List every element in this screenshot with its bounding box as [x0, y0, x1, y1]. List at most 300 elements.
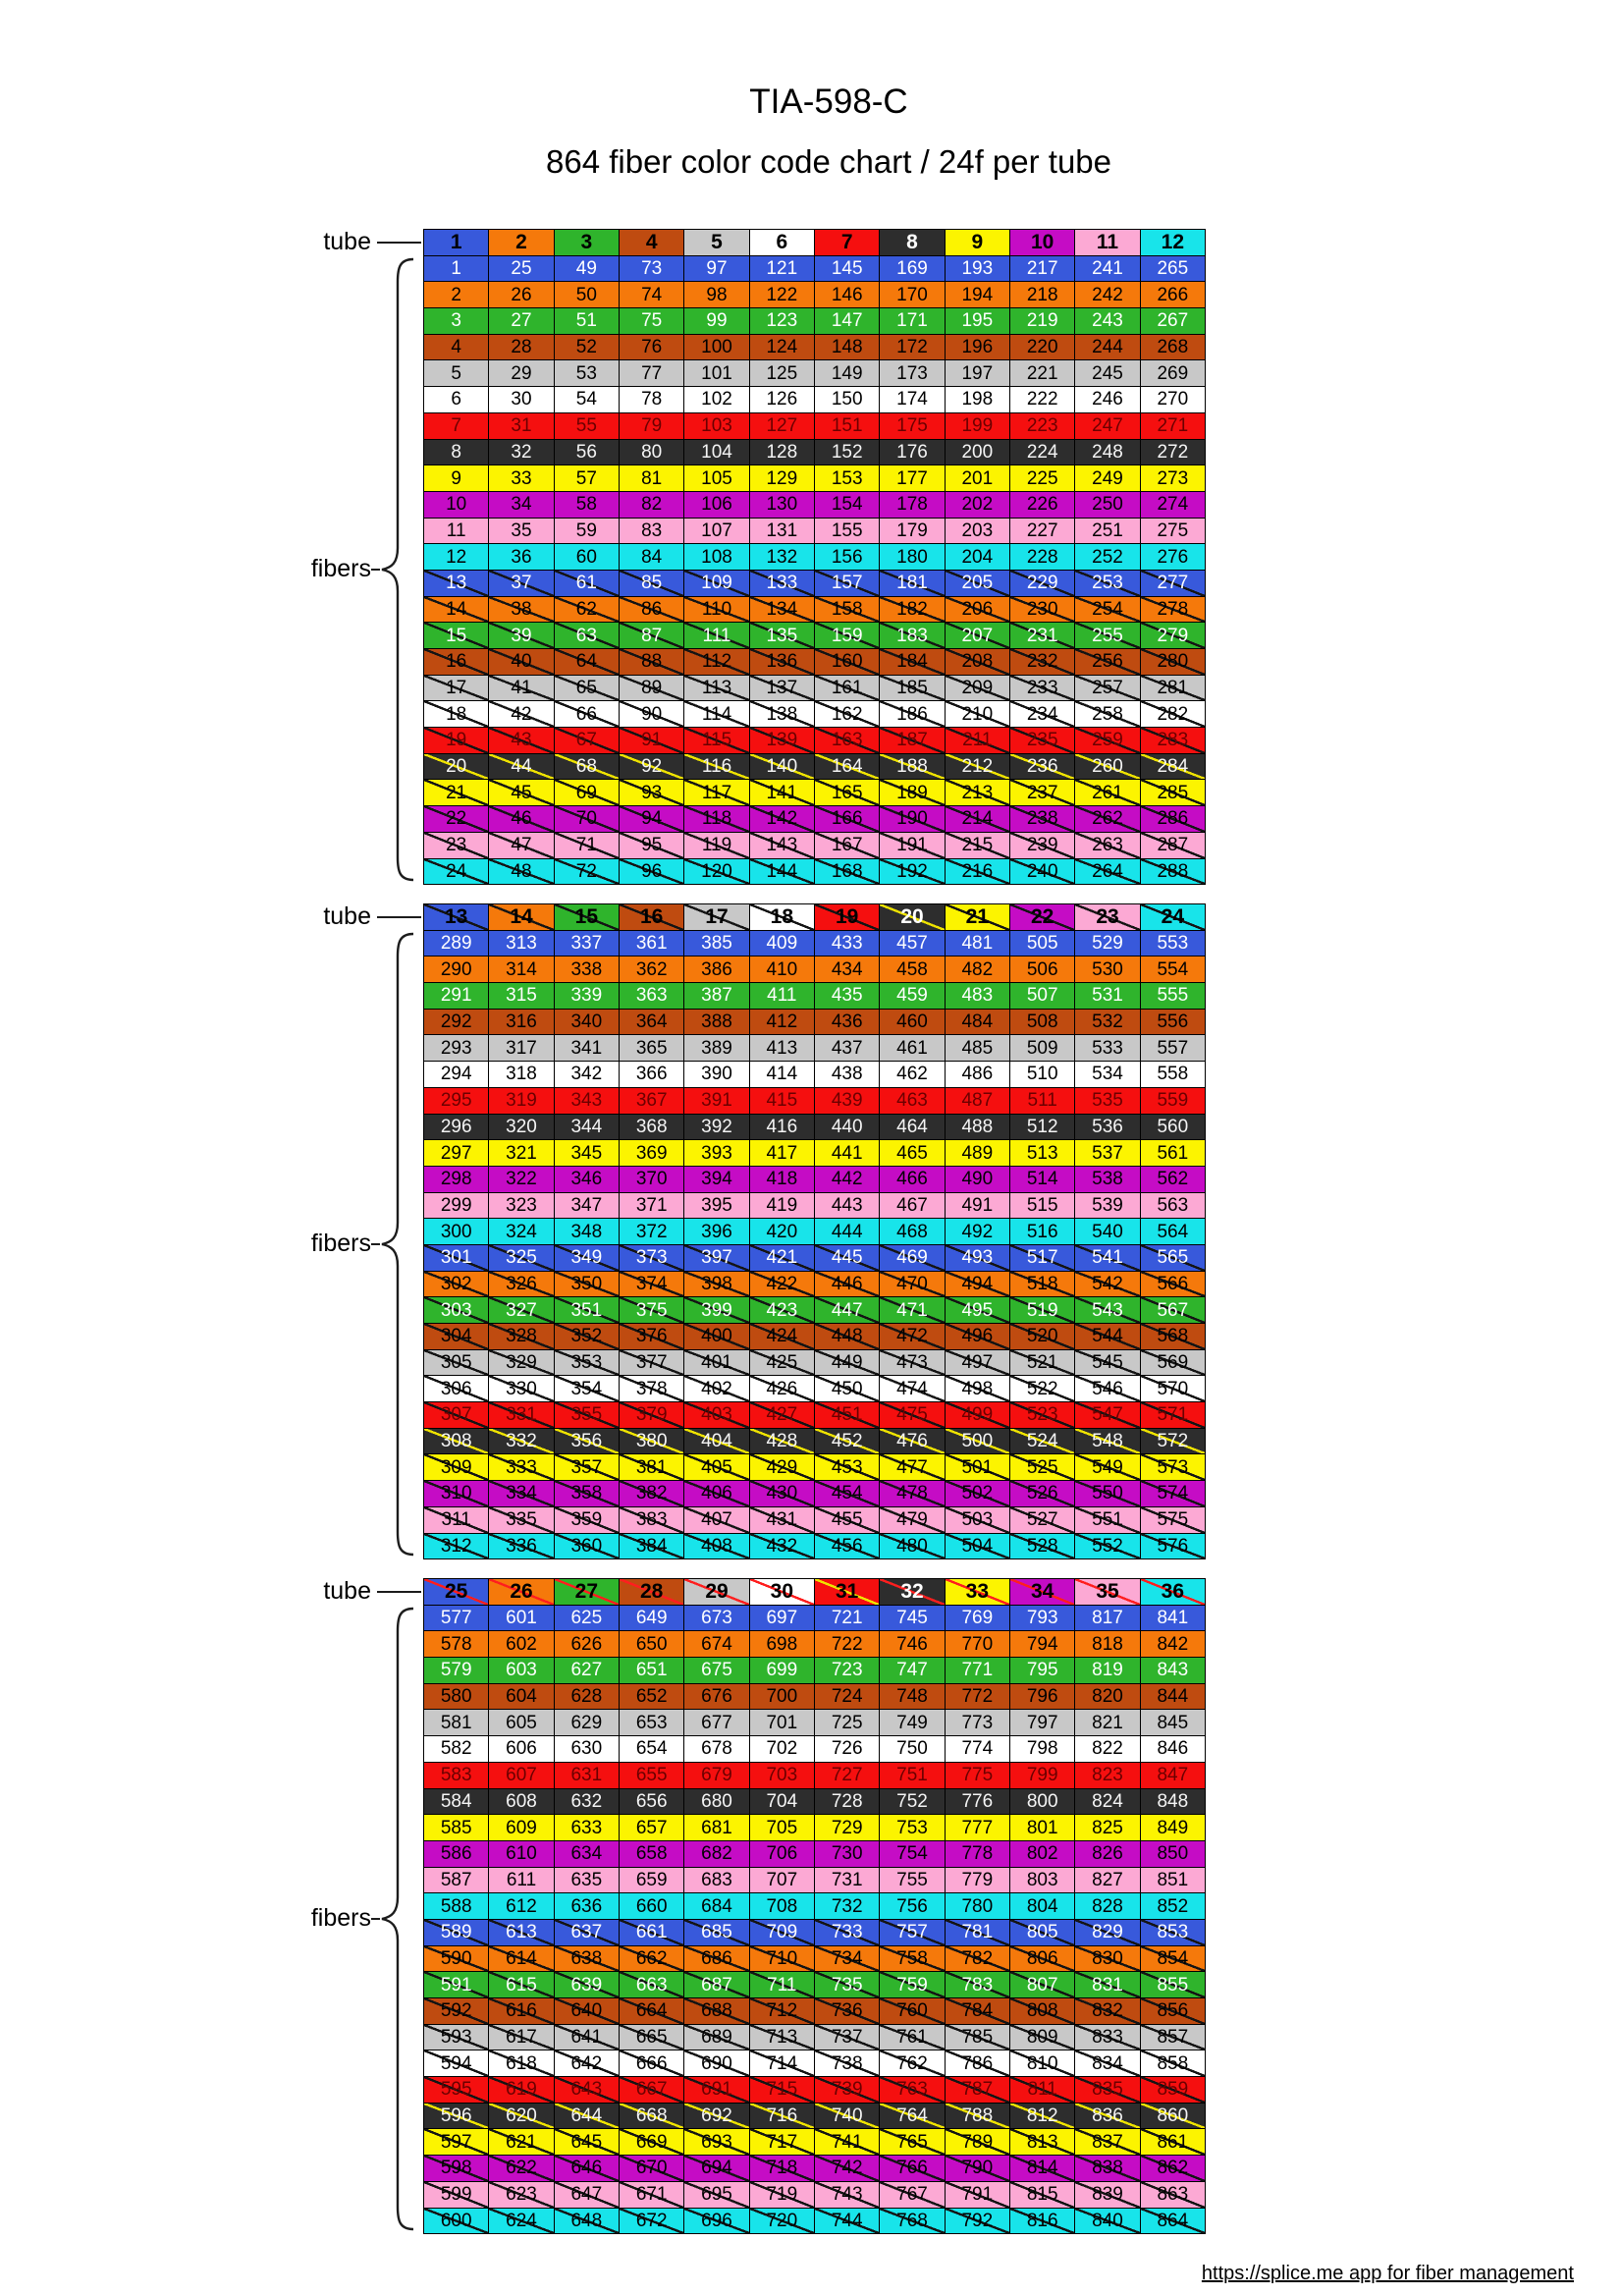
fiber-cell: 840: [1075, 2209, 1140, 2235]
fiber-cell: 543: [1075, 1297, 1140, 1324]
fiber-cell: 161: [815, 676, 880, 702]
fiber-cell: 563: [1141, 1193, 1206, 1220]
fiber-cell: 545: [1075, 1350, 1140, 1377]
fiber-cell: 19: [424, 728, 489, 754]
fiber-color-table-1: [423, 229, 1206, 885]
fiber-cell: 11: [424, 519, 489, 545]
fiber-cell: 168: [815, 859, 880, 886]
tube-header-cell: 31: [815, 1579, 880, 1606]
fiber-cell: 824: [1075, 1789, 1140, 1816]
fiber-cell: 31: [489, 413, 554, 440]
fiber-cell: 162: [815, 701, 880, 728]
fiber-cell: 397: [684, 1245, 749, 1272]
fiber-cell: 463: [880, 1088, 945, 1115]
fiber-cell: 502: [946, 1481, 1010, 1507]
fiber-cell: 470: [880, 1272, 945, 1298]
fiber-cell: 10: [424, 492, 489, 519]
fiber-cell: 348: [555, 1219, 620, 1245]
fiber-cell: 128: [750, 440, 815, 466]
fiber-cell: 390: [684, 1062, 749, 1088]
fiber-cell: 682: [684, 1841, 749, 1868]
fiber-cell: 233: [1010, 676, 1075, 702]
page-subtitle: 864 fiber color code chart / 24f per tube: [545, 143, 1112, 180]
fiber-cell: 860: [1141, 2104, 1206, 2130]
fiber-cell: 567: [1141, 1297, 1206, 1324]
fiber-cell: 175: [880, 413, 945, 440]
fiber-cell: 33: [489, 465, 554, 492]
fiber-cell: 183: [880, 623, 945, 649]
fiber-cell: 159: [815, 623, 880, 649]
fiber-cell: 34: [489, 492, 554, 519]
fiber-cell: 334: [489, 1481, 554, 1507]
fiber-cell: 314: [489, 957, 554, 983]
fiber-cell: 186: [880, 701, 945, 728]
tube-label: tube: [323, 1577, 371, 1605]
fiber-cell: 420: [750, 1219, 815, 1245]
fiber-cell: 690: [684, 2050, 749, 2077]
fiber-cell: 496: [946, 1324, 1010, 1350]
fiber-cell: 208: [946, 649, 1010, 676]
fiber-cell: 181: [880, 571, 945, 597]
fiber-cell: 467: [880, 1193, 945, 1220]
fiber-cell: 453: [815, 1454, 880, 1481]
fiber-cell: 6: [424, 387, 489, 413]
tube-group-2-section: [0, 903, 1622, 1559]
fiber-cell: 792: [946, 2209, 1010, 2235]
fiber-cell: 425: [750, 1350, 815, 1377]
fiber-cell: 639: [555, 1972, 620, 1998]
fiber-cell: 318: [489, 1062, 554, 1088]
fiber-cell: 630: [555, 1736, 620, 1763]
fiber-cell: 440: [815, 1115, 880, 1141]
fiber-cell: 552: [1075, 1534, 1140, 1560]
fiber-cell: 564: [1141, 1219, 1206, 1245]
fiber-cell: 597: [424, 2129, 489, 2156]
fiber-cell: 310: [424, 1481, 489, 1507]
fiber-cell: 632: [555, 1789, 620, 1816]
fiber-cell: 708: [750, 1893, 815, 1920]
fiber-cell: 473: [880, 1350, 945, 1377]
fiber-cell: 401: [684, 1350, 749, 1377]
fiber-cell: 684: [684, 1893, 749, 1920]
fiber-cell: 594: [424, 2050, 489, 2077]
fiber-cell: 544: [1075, 1324, 1140, 1350]
fiber-cell: 368: [620, 1115, 684, 1141]
fiber-cell: 487: [946, 1088, 1010, 1115]
fiber-cell: 511: [1010, 1088, 1075, 1115]
fiber-cell: 582: [424, 1736, 489, 1763]
fiber-cell: 71: [555, 833, 620, 859]
fiber-cell: 198: [946, 387, 1010, 413]
fiber-cell: 479: [880, 1507, 945, 1534]
fiber-cell: 671: [620, 2182, 684, 2209]
tube-label: tube: [323, 902, 371, 930]
fiber-cell: 255: [1075, 623, 1140, 649]
fiber-cell: 398: [684, 1272, 749, 1298]
fiber-cell: 123: [750, 308, 815, 335]
fiber-cell: 460: [880, 1010, 945, 1036]
fiber-cell: 853: [1141, 1920, 1206, 1946]
fiber-cell: 731: [815, 1868, 880, 1894]
fiber-cell: 25: [489, 256, 554, 283]
fiber-cell: 167: [815, 833, 880, 859]
fiber-cell: 775: [946, 1763, 1010, 1789]
fiber-cell: 217: [1010, 256, 1075, 283]
fiber-cell: 108: [684, 544, 749, 571]
fiber-cell: 566: [1141, 1272, 1206, 1298]
fiber-cell: 784: [946, 1998, 1010, 2025]
fiber-cell: 762: [880, 2050, 945, 2077]
tube-header-cell: 13: [424, 904, 489, 931]
fiber-cell: 781: [946, 1920, 1010, 1946]
fiber-cell: 654: [620, 1736, 684, 1763]
fiber-cell: 596: [424, 2104, 489, 2130]
fiber-cell: 165: [815, 780, 880, 806]
fiber-cell: 144: [750, 859, 815, 886]
fiber-cell: 722: [815, 1631, 880, 1658]
fiber-cell: 575: [1141, 1507, 1206, 1534]
fiber-cell: 353: [555, 1350, 620, 1377]
tube-header-cell: 7: [815, 230, 880, 256]
fiber-cell: 317: [489, 1035, 554, 1062]
fiber-cell: 787: [946, 2077, 1010, 2104]
fiber-cell: 679: [684, 1763, 749, 1789]
fiber-cell: 3: [424, 308, 489, 335]
fiber-cell: 261: [1075, 780, 1140, 806]
fiber-cell: 339: [555, 983, 620, 1010]
fiber-cell: 359: [555, 1507, 620, 1534]
fiber-cell: 154: [815, 492, 880, 519]
fiber-cell: 369: [620, 1140, 684, 1167]
fiber-cell: 804: [1010, 1893, 1075, 1920]
fiber-cell: 794: [1010, 1631, 1075, 1658]
fiber-cell: 157: [815, 571, 880, 597]
fiber-cell: 185: [880, 676, 945, 702]
fiber-cell: 622: [489, 2156, 554, 2182]
fiber-cell: 745: [880, 1606, 945, 1632]
fiber-cell: 89: [620, 676, 684, 702]
fiber-cell: 229: [1010, 571, 1075, 597]
fiber-cell: 755: [880, 1868, 945, 1894]
fiber-cell: 68: [555, 754, 620, 781]
fiber-cell: 779: [946, 1868, 1010, 1894]
fiber-cell: 147: [815, 308, 880, 335]
fiber-cell: 603: [489, 1658, 554, 1684]
fiber-cell: 657: [620, 1815, 684, 1841]
fiber-cell: 158: [815, 597, 880, 624]
fiber-cell: 593: [424, 2025, 489, 2051]
fiber-cell: 111: [684, 623, 749, 649]
fiber-cell: 466: [880, 1167, 945, 1193]
fiber-cell: 337: [555, 931, 620, 957]
fiber-cell: 798: [1010, 1736, 1075, 1763]
tube-header-cell: 9: [946, 230, 1010, 256]
fiber-cell: 675: [684, 1658, 749, 1684]
fiber-cell: 179: [880, 519, 945, 545]
fiber-cell: 512: [1010, 1115, 1075, 1141]
fiber-cell: 1: [424, 256, 489, 283]
fiber-cell: 421: [750, 1245, 815, 1272]
fiber-cell: 808: [1010, 1998, 1075, 2025]
fiber-cell: 750: [880, 1736, 945, 1763]
fiber-cell: 786: [946, 2050, 1010, 2077]
fiber-cell: 655: [620, 1763, 684, 1789]
fiber-cell: 624: [489, 2209, 554, 2235]
fiber-cell: 432: [750, 1534, 815, 1560]
fiber-cell: 728: [815, 1789, 880, 1816]
tube-header-cell: 35: [1075, 1579, 1140, 1606]
fiber-cell: 801: [1010, 1815, 1075, 1841]
fiber-cell: 740: [815, 2104, 880, 2130]
fiber-cell: 711: [750, 1972, 815, 1998]
fiber-cell: 489: [946, 1140, 1010, 1167]
fiber-cell: 215: [946, 833, 1010, 859]
fiber-cell: 15: [424, 623, 489, 649]
fiber-cell: 706: [750, 1841, 815, 1868]
fiber-cell: 637: [555, 1920, 620, 1946]
fiber-cell: 283: [1141, 728, 1206, 754]
fiber-cell: 839: [1075, 2182, 1140, 2209]
fiber-cell: 616: [489, 1998, 554, 2025]
tube-header-cell: 28: [620, 1579, 684, 1606]
tube-header-cell: 23: [1075, 904, 1140, 931]
fiber-cell: 48: [489, 859, 554, 886]
fiber-cell: 305: [424, 1350, 489, 1377]
fiber-cell: 212: [946, 754, 1010, 781]
fiber-cell: 772: [946, 1684, 1010, 1711]
fiber-cell: 264: [1075, 859, 1140, 886]
fiber-cell: 85: [620, 571, 684, 597]
fiber-cell: 2: [424, 282, 489, 308]
fiber-cell: 661: [620, 1920, 684, 1946]
fiber-cell: 742: [815, 2156, 880, 2182]
fiber-cell: 263: [1075, 833, 1140, 859]
fiber-cell: 617: [489, 2025, 554, 2051]
fiber-cell: 8: [424, 440, 489, 466]
fiber-cell: 501: [946, 1454, 1010, 1481]
fiber-cell: 222: [1010, 387, 1075, 413]
fiber-cell: 588: [424, 1893, 489, 1920]
fiber-cell: 513: [1010, 1140, 1075, 1167]
fiber-cell: 635: [555, 1868, 620, 1894]
fiber-cell: 767: [880, 2182, 945, 2209]
fiber-cell: 394: [684, 1167, 749, 1193]
fiber-cell: 155: [815, 519, 880, 545]
fiber-cell: 478: [880, 1481, 945, 1507]
fiber-cell: 280: [1141, 649, 1206, 676]
fiber-cell: 529: [1075, 931, 1140, 957]
tube-header-cell: 21: [946, 904, 1010, 931]
fiber-cell: 240: [1010, 859, 1075, 886]
fiber-cell: 599: [424, 2182, 489, 2209]
fiber-cell: 523: [1010, 1402, 1075, 1429]
fiber-cell: 851: [1141, 1868, 1206, 1894]
fiber-cell: 641: [555, 2025, 620, 2051]
fiber-cell: 443: [815, 1193, 880, 1220]
fiber-cell: 381: [620, 1454, 684, 1481]
fiber-cell: 492: [946, 1219, 1010, 1245]
fiber-cell: 547: [1075, 1402, 1140, 1429]
fiber-cell: 746: [880, 1631, 945, 1658]
fiber-cell: 642: [555, 2050, 620, 2077]
fiber-cell: 294: [424, 1062, 489, 1088]
fiber-cell: 122: [750, 282, 815, 308]
fiber-cell: 439: [815, 1088, 880, 1115]
fiber-cell: 349: [555, 1245, 620, 1272]
fiber-cell: 619: [489, 2077, 554, 2104]
fiber-cell: 556: [1141, 1010, 1206, 1036]
fiber-cell: 400: [684, 1324, 749, 1350]
fiber-cell: 705: [750, 1815, 815, 1841]
fiber-cell: 61: [555, 571, 620, 597]
fiber-cell: 129: [750, 465, 815, 492]
fiber-cell: 557: [1141, 1035, 1206, 1062]
fiber-cell: 716: [750, 2104, 815, 2130]
fiber-cell: 518: [1010, 1272, 1075, 1298]
fiber-cell: 806: [1010, 1946, 1075, 1973]
fiber-cell: 495: [946, 1297, 1010, 1324]
fiber-cell: 725: [815, 1710, 880, 1736]
fiber-cell: 665: [620, 2025, 684, 2051]
fiber-cell: 38: [489, 597, 554, 624]
fiber-cell: 503: [946, 1507, 1010, 1534]
fiber-cell: 13: [424, 571, 489, 597]
fiber-cell: 113: [684, 676, 749, 702]
fiber-cell: 52: [555, 335, 620, 361]
fiber-cell: 848: [1141, 1789, 1206, 1816]
fiber-cell: 687: [684, 1972, 749, 1998]
splice-app-link[interactable]: https://splice.me app for fiber management: [1201, 2263, 1574, 2284]
tube-header-cell: 27: [555, 1579, 620, 1606]
fiber-cell: 441: [815, 1140, 880, 1167]
fiber-cell: 615: [489, 1972, 554, 1998]
fiber-cell: 532: [1075, 1010, 1140, 1036]
page-title: TIA-598-C: [749, 82, 908, 121]
fiber-cell: 738: [815, 2050, 880, 2077]
fiber-cell: 841: [1141, 1606, 1206, 1632]
tube-header-cell: 24: [1141, 904, 1206, 931]
fiber-cell: 598: [424, 2156, 489, 2182]
fiber-cell: 676: [684, 1684, 749, 1711]
fiber-cell: 636: [555, 1893, 620, 1920]
fiber-cell: 652: [620, 1684, 684, 1711]
tube-callout-line: [377, 916, 421, 918]
fiber-cell: 282: [1141, 701, 1206, 728]
fiber-cell: 736: [815, 1998, 880, 2025]
fiber-cell: 112: [684, 649, 749, 676]
fiber-cell: 216: [946, 859, 1010, 886]
fiber-cell: 648: [555, 2209, 620, 2235]
fiber-cell: 409: [750, 931, 815, 957]
fiber-cell: 831: [1075, 1972, 1140, 1998]
fiber-cell: 380: [620, 1429, 684, 1455]
fiber-cell: 672: [620, 2209, 684, 2235]
fiber-cell: 262: [1075, 806, 1140, 833]
fiber-cell: 797: [1010, 1710, 1075, 1736]
fiber-cell: 404: [684, 1429, 749, 1455]
fiber-cell: 768: [880, 2209, 945, 2235]
fiber-cell: 367: [620, 1088, 684, 1115]
fiber-cell: 373: [620, 1245, 684, 1272]
fiber-cell: 45: [489, 780, 554, 806]
fiber-cell: 436: [815, 1010, 880, 1036]
fiber-cell: 508: [1010, 1010, 1075, 1036]
fiber-cell: 551: [1075, 1507, 1140, 1534]
fiber-cell: 444: [815, 1219, 880, 1245]
fiber-cell: 391: [684, 1088, 749, 1115]
fiber-cell: 143: [750, 833, 815, 859]
fiber-cell: 540: [1075, 1219, 1140, 1245]
fiber-cell: 41: [489, 676, 554, 702]
fiber-cell: 700: [750, 1684, 815, 1711]
fiber-cell: 300: [424, 1219, 489, 1245]
fiber-cell: 527: [1010, 1507, 1075, 1534]
fiber-cell: 342: [555, 1062, 620, 1088]
fiber-cell: 664: [620, 1998, 684, 2025]
fiber-cell: 429: [750, 1454, 815, 1481]
fiber-cell: 490: [946, 1167, 1010, 1193]
fiber-cell: 140: [750, 754, 815, 781]
fiber-cell: 843: [1141, 1658, 1206, 1684]
fiber-cell: 620: [489, 2104, 554, 2130]
fiber-cell: 442: [815, 1167, 880, 1193]
fiber-cell: 173: [880, 360, 945, 387]
fiber-cell: 134: [750, 597, 815, 624]
fiber-cell: 88: [620, 649, 684, 676]
fiber-cell: 465: [880, 1140, 945, 1167]
fiber-cell: 370: [620, 1167, 684, 1193]
fiber-cell: 776: [946, 1789, 1010, 1816]
fiber-cell: 823: [1075, 1763, 1140, 1789]
fiber-cell: 114: [684, 701, 749, 728]
fiber-cell: 448: [815, 1324, 880, 1350]
fiber-cell: 200: [946, 440, 1010, 466]
fiber-cell: 773: [946, 1710, 1010, 1736]
fiber-cell: 633: [555, 1815, 620, 1841]
fiber-cell: 494: [946, 1272, 1010, 1298]
fiber-cell: 150: [815, 387, 880, 413]
fiber-cell: 538: [1075, 1167, 1140, 1193]
fiber-cell: 344: [555, 1115, 620, 1141]
fiber-cell: 855: [1141, 1972, 1206, 1998]
fiber-cell: 587: [424, 1868, 489, 1894]
fiber-cell: 9: [424, 465, 489, 492]
fiber-cell: 666: [620, 2050, 684, 2077]
fiber-cell: 189: [880, 780, 945, 806]
tube-callout-line: [377, 1591, 421, 1593]
fiber-cell: 346: [555, 1167, 620, 1193]
fiber-cell: 660: [620, 1893, 684, 1920]
fiber-cell: 366: [620, 1062, 684, 1088]
fiber-cell: 759: [880, 1972, 945, 1998]
fibers-label: fibers: [310, 1904, 371, 1932]
fiber-cell: 340: [555, 1010, 620, 1036]
tube-header-cell: 2: [489, 230, 554, 256]
fiber-cell: 426: [750, 1376, 815, 1402]
fiber-cell: 304: [424, 1324, 489, 1350]
fiber-cell: 405: [684, 1454, 749, 1481]
fiber-cell: 568: [1141, 1324, 1206, 1350]
fiber-cell: 761: [880, 2025, 945, 2051]
fiber-cell: 482: [946, 957, 1010, 983]
fiber-cell: 570: [1141, 1376, 1206, 1402]
fiber-cell: 480: [880, 1534, 945, 1560]
fiber-cell: 423: [750, 1297, 815, 1324]
fiber-cell: 21: [424, 780, 489, 806]
fiber-cell: 710: [750, 1946, 815, 1973]
fiber-cell: 232: [1010, 649, 1075, 676]
fiber-cell: 795: [1010, 1658, 1075, 1684]
